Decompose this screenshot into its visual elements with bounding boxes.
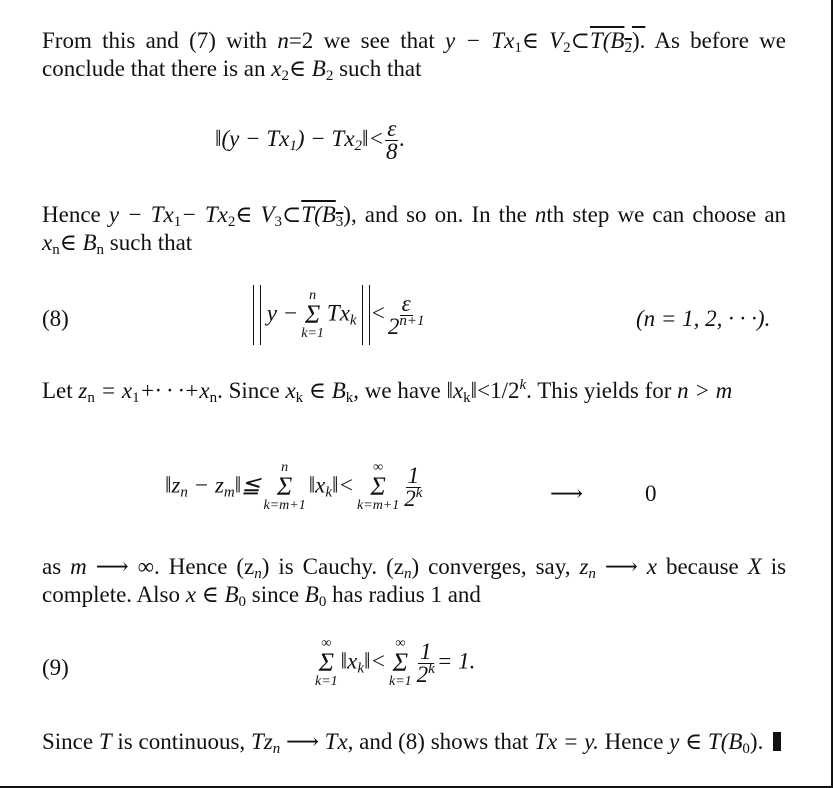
fraction-1-2k: $\frac{1}{2^k}$ (404, 462, 423, 511)
equation-number-9: (9) (42, 655, 69, 680)
paragraph-1: From this and (7) with n=2 we see that $y - Tx_1\in$ $V_2\subset T(B_2)$. As before we conclude that there is an $x_2\in$ $B_2$ such that (42, 28, 787, 84)
equation-8: y − n Σ k=1 $Tx_k$ < $\frac{\varepsilon}{2^{n+1}}$ (253, 285, 426, 345)
paragraph-3: Let $z_n = x_1+\cdot \cdot \cdot+x_n$. Since $x_k$ ∈ $B_k$, we have $‖x_k‖<1/2^k$. This yields for n > m (42, 377, 733, 406)
summation-n: n Σ k=1 (301, 288, 324, 341)
equation-step-two: ‖(y − $Tx_1$) − $Tx_2‖<$ $\frac{\varepsilon}{8}$ . (215, 116, 406, 164)
equation-8-range: (n = 1, 2, · · ·). (636, 306, 771, 331)
fraction-1-2k-b: $\frac{1}{2^k}$ (416, 638, 435, 687)
equation-cauchy: $‖z_n$ − $z_m‖≦$ n Σ k=m+1 $‖x_k‖<$ ∞ Σ k=m+1 $\frac{1}{2^k}$ (165, 460, 423, 513)
arrow-icon: ⟶ (550, 481, 583, 506)
equation-9: ∞ Σ k=1 $‖x_k‖<$ ∞ Σ k=1 $\frac{1}{2^k}$ = 1. (315, 636, 476, 689)
summation-m1-infinity: ∞ Σ k=m+1 (357, 460, 400, 513)
equation-number-8: (8) (42, 306, 69, 331)
paragraph-5: Since T is continuous, $Tz_n$ ⟶ Tx, and (8) shows that Tx = y. Hence y ∈ $T(B_0)$. (42, 728, 786, 756)
limit-zero: 0 (645, 481, 657, 506)
qed-icon (773, 732, 781, 751)
summation-m1-n: n Σ k=m+1 (263, 460, 306, 513)
fraction-eps-8: $\frac{\varepsilon}{8}$ (386, 116, 398, 164)
paragraph-2: Hence $y - Tx_1-$ $Tx_2\in$ $V_3\subset T(B_3)$, and so on. In the nth step we can choose an $x_n\in$ $B_n$ such that (42, 202, 787, 258)
summation-1-infinity-b: ∞ Σ k=1 (389, 636, 412, 689)
paragraph-4: as m ⟶ ∞. Hence $(z_n)$ is Cauchy. $(z_n)$ converges, say, $z_n$ ⟶ x because X is complete. Also x ∈ $B_0$ since $B_0$ has radius 1 and (42, 554, 787, 610)
fraction-eps-2n1: $\frac{\varepsilon}{2^{n+1}}$ (387, 290, 425, 339)
summation-1-infinity: ∞ Σ k=1 (315, 636, 338, 689)
